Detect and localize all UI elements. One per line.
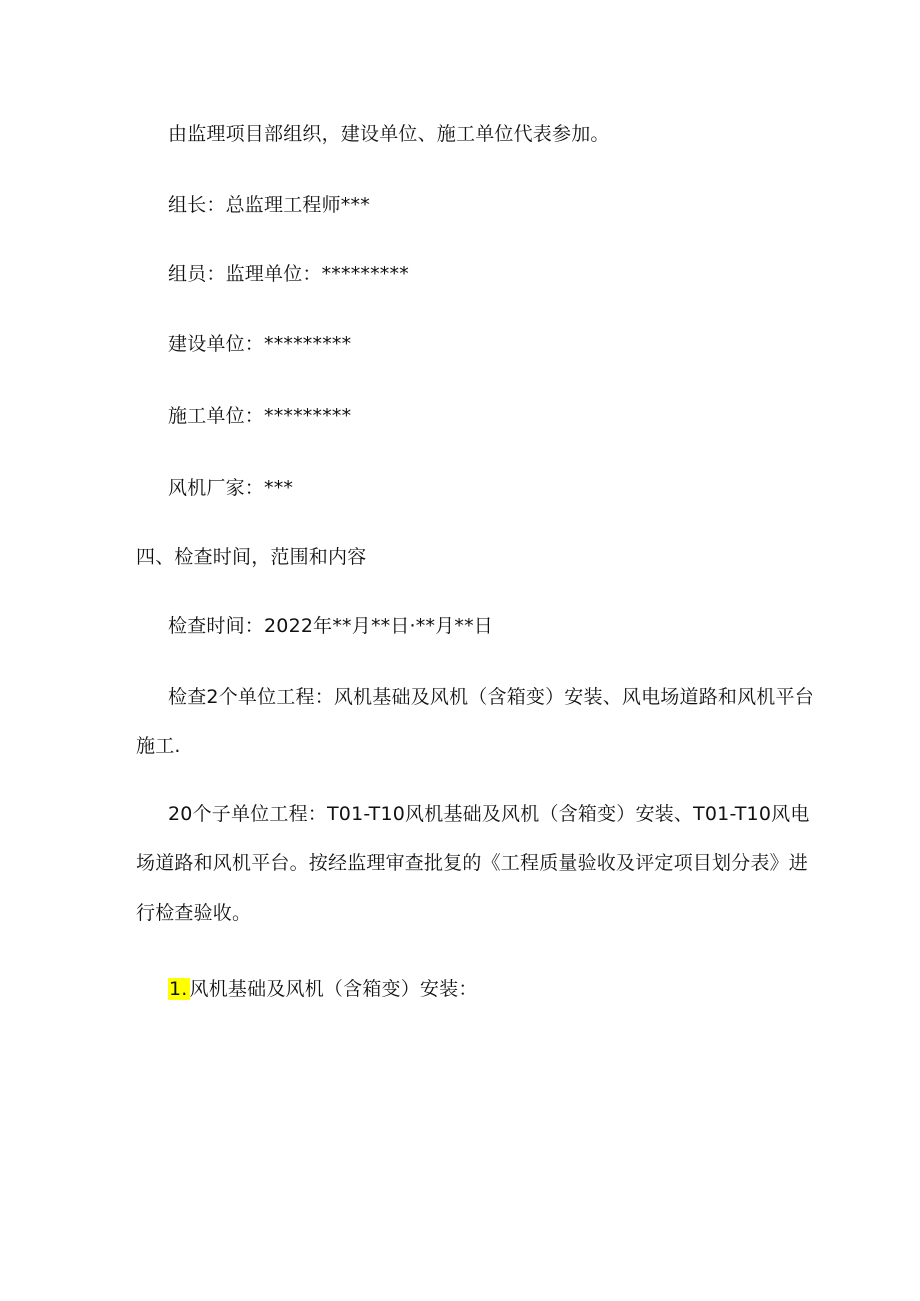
leader-line: 组长：总监理工程师*** [168,194,370,216]
scope-line-1: 检查2个单位工程：风机基础及风机（含箱变）安装、风电场道路和风机平台 [168,686,814,708]
section-heading: 四、检查时间，范围和内容 [136,546,367,568]
sub-unit-line-2: 场道路和风机平台。按经监理审查批复的《工程质量验收及评定项目划分表》进 [136,852,809,874]
list-item-1-number: 1. [169,978,188,1000]
member-line: 组员：监理单位：********* [168,263,409,285]
contractor-line: 施工单位：********* [168,405,352,427]
construction-owner-line: 建设单位：********* [168,333,352,355]
organizer-paragraph: 由监理项目部组织，建设单位、施工单位代表参加。 [168,123,610,145]
manufacturer-line: 风机厂家：*** [168,477,294,499]
sub-unit-line-1: 20个子单位工程：T01-T10风机基础及风机（含箱变）安装、T01-T10风电 [168,803,810,825]
list-item-1-text: 风机基础及风机（含箱变）安装： [189,978,478,1000]
scope-line-2: 施工. [136,735,181,757]
list-item-1 [168,977,478,1001]
sub-unit-line-3: 行检查验收。 [136,902,252,924]
inspection-time-line: 检查时间：2022年**月**日·**月**日 [168,615,493,637]
